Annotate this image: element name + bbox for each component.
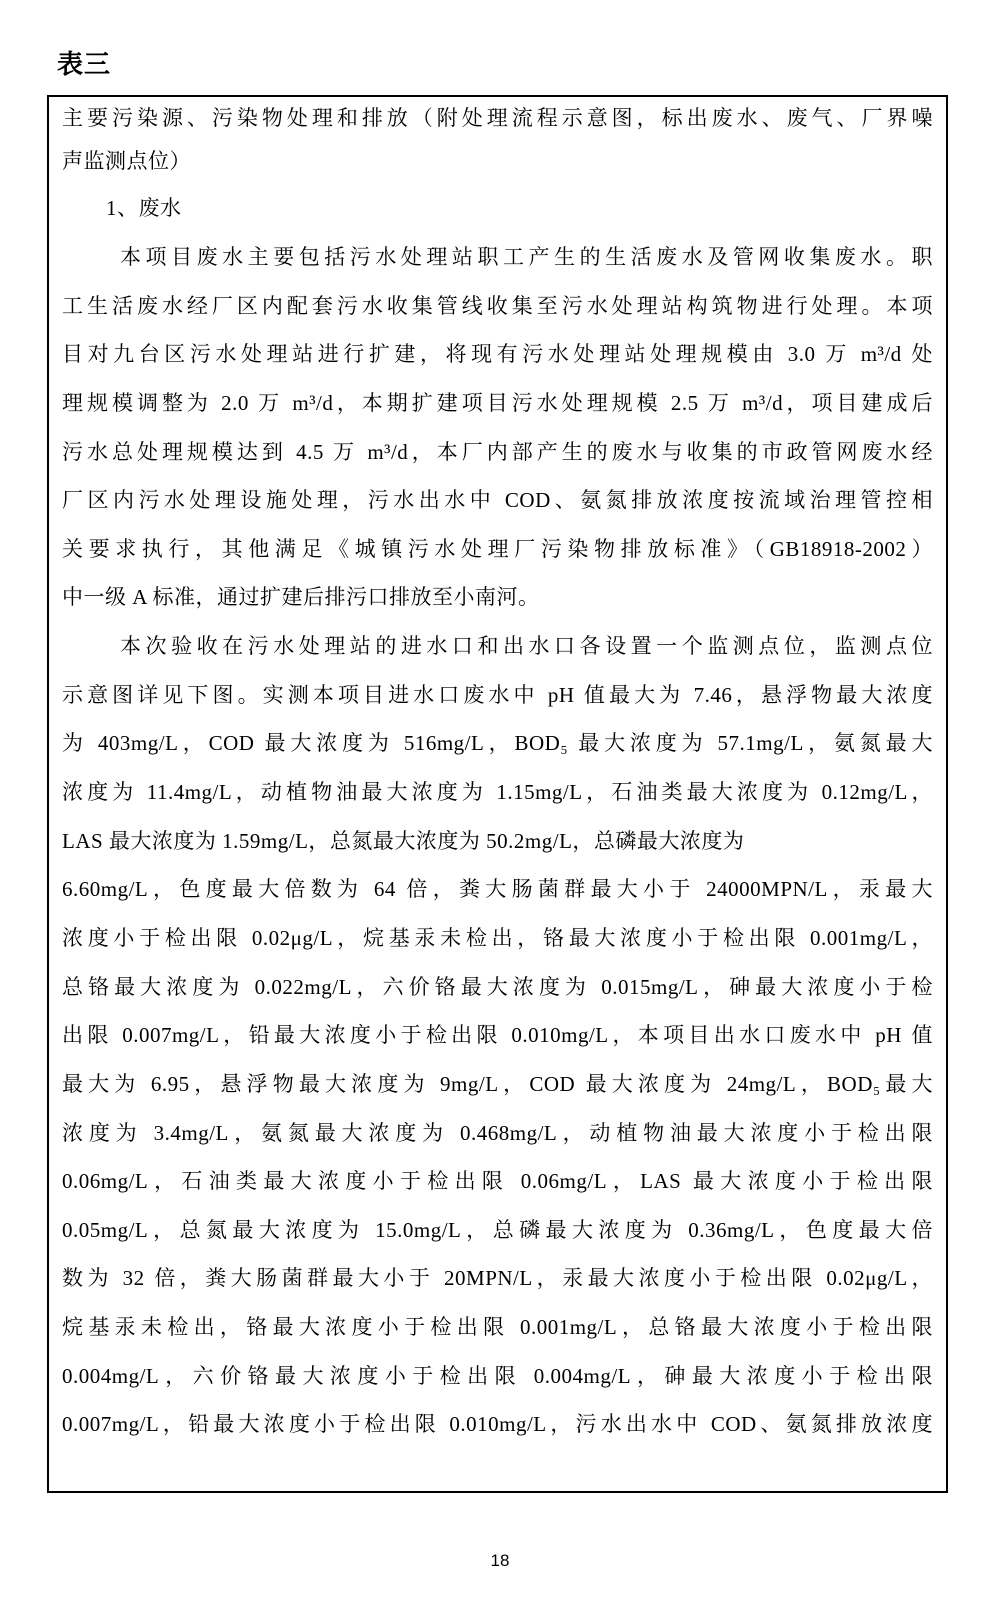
paragraph2-line: 总铬最大浓度为 0.022mg/L，六价铬最大浓度为 0.015mg/L，砷最大浓度小于检: [62, 974, 933, 999]
paragraph2-line: 出限 0.007mg/L，铅最大浓度小于检出限 0.010mg/L，本项目出水口废水中 pH 值: [62, 1023, 933, 1048]
paragraph2-line: 0.007mg/L，铅最大浓度小于检出限 0.010mg/L，污水出水中 COD、氨氮排放浓度: [62, 1412, 933, 1437]
table-header-line: 主要污染源、污染物处理和排放（附处理流程示意图，标出废水、废气、厂界噪: [62, 106, 933, 130]
table-header-line: 声监测点位）: [62, 149, 191, 173]
paragraph2-line: 烷基汞未检出，铬最大浓度小于检出限 0.001mg/L，总铬最大浓度小于检出限: [62, 1315, 933, 1340]
paragraph2-line: 浓度为 11.4mg/L，动植物油最大浓度为 1.15mg/L，石油类最大浓度为 0.12mg/L，: [62, 780, 933, 805]
paragraph1-line: 厂区内污水处理设施处理，污水出水中 COD、氨氮排放浓度按流域治理管控相: [62, 488, 933, 513]
paragraph2-line: 浓度小于检出限 0.02μg/L，烷基汞未检出，铬最大浓度小于检出限 0.001mg/L，: [62, 925, 933, 950]
paragraph2-line: 浓度为 3.4mg/L，氨氮最大浓度为 0.468mg/L，动植物油最大浓度小于检出限: [62, 1120, 933, 1145]
paragraph1-line: 理规模调整为 2.0 万 m³/d，本期扩建项目污水处理规模 2.5 万 m³/d，项目建成后: [62, 390, 933, 415]
page-title: 表三: [57, 50, 112, 79]
section-heading-wastewater: 1、废水: [106, 196, 182, 220]
paragraph2-line: 为 403mg/L，COD 最大浓度为 516mg/L，BOD₅ 最大浓度为 57.1mg/L，氨氮最大: [62, 731, 933, 756]
paragraph2-line: 0.05mg/L，总氮最大浓度为 15.0mg/L，总磷最大浓度为 0.36mg/L，色度最大倍: [62, 1217, 933, 1242]
paragraph2-line: 6.60mg/L，色度最大倍数为 64 倍，粪大肠菌群最大小于 24000MPN/L，汞最大: [62, 877, 933, 902]
paragraph2-line: 0.06mg/L，石油类最大浓度小于检出限 0.06mg/L，LAS 最大浓度小于检出限: [62, 1169, 933, 1194]
page-number: 18: [490, 1551, 510, 1570]
paragraph1-line: 关要求执行，其他满足《城镇污水处理厂污染物排放标准》（GB18918-2002）: [62, 536, 933, 561]
paragraph2-line: 0.004mg/L，六价铬最大浓度小于检出限 0.004mg/L，砷最大浓度小于检出限: [62, 1363, 933, 1388]
paragraph1-line: 本项目废水主要包括污水处理站职工产生的生活废水及管网收集废水。职: [120, 245, 933, 269]
paragraph2-line: 最大为 6.95，悬浮物最大浓度为 9mg/L，COD 最大浓度为 24mg/L，BOD₅最大: [62, 1071, 933, 1096]
paragraph2-line: 示意图详见下图。实测本项目进水口废水中 pH 值最大为 7.46，悬浮物最大浓度: [62, 682, 933, 707]
paragraph1-line: 中一级 A 标准，通过扩建后排污口排放至小南河。: [62, 585, 540, 610]
paragraph1-line: 污水总处理规模达到 4.5 万 m³/d，本厂内部产生的废水与收集的市政管网废水经: [62, 439, 933, 464]
paragraph1-line: 目对九台区污水处理站进行扩建，将现有污水处理站处理规模由 3.0 万 m³/d 处: [62, 342, 933, 367]
table-three-box: [47, 95, 948, 1493]
paragraph1-line: 工生活废水经厂区内配套污水收集管线收集至污水处理站构筑物进行处理。本项: [62, 293, 933, 318]
paragraph2-line: LAS 最大浓度为 1.59mg/L，总氮最大浓度为 50.2mg/L，总磷最大浓度为: [62, 828, 745, 853]
paragraph2-line: 本次验收在污水处理站的进水口和出水口各设置一个监测点位，监测点位: [120, 634, 933, 659]
paragraph2-line: 数为 32 倍，粪大肠菌群最大小于 20MPN/L，汞最大浓度小于检出限 0.02μg/L，: [62, 1266, 933, 1291]
